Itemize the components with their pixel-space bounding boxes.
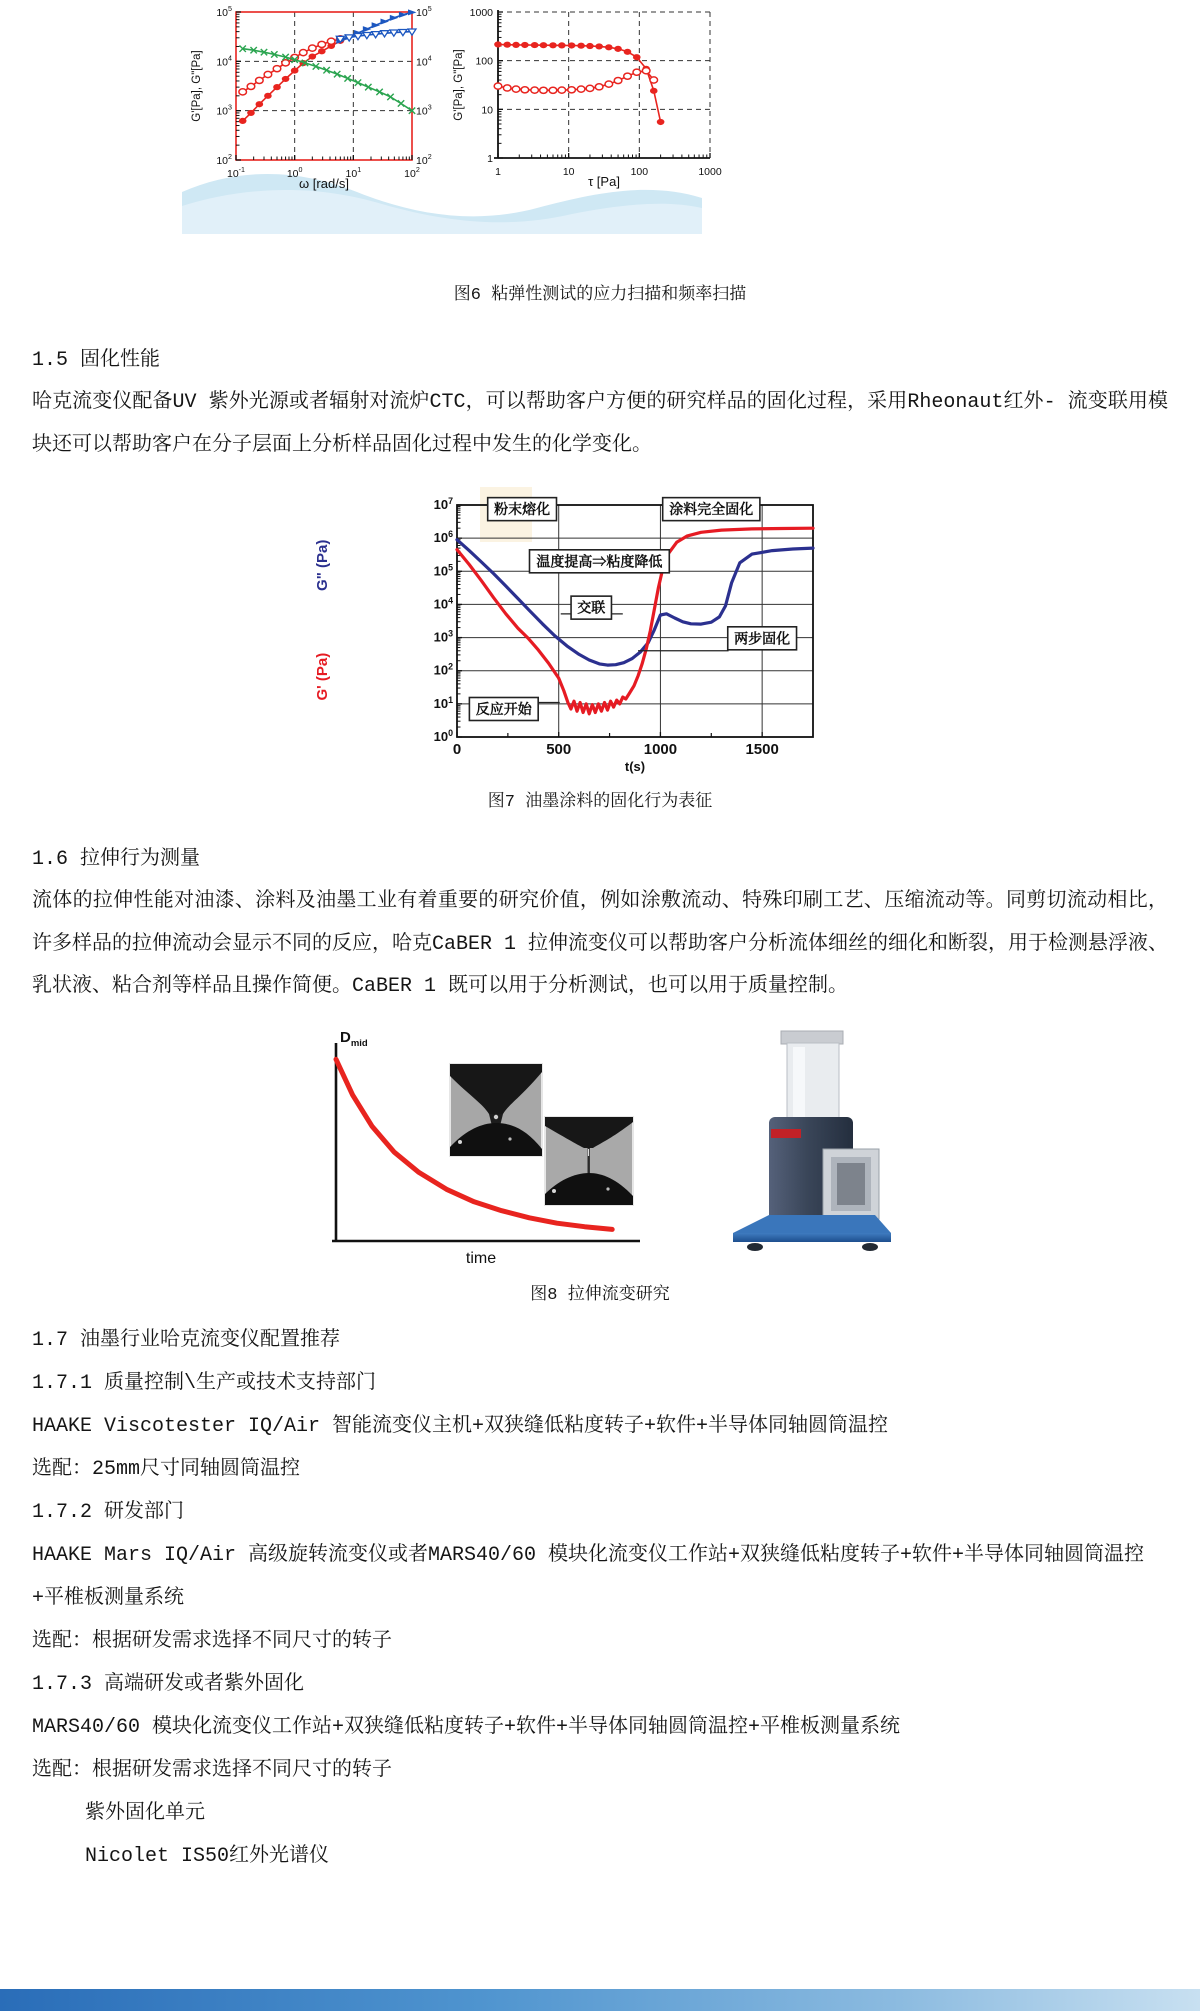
svg-text:100: $10^0$ bbox=[433, 728, 453, 744]
svg-text:涂料完全固化: 涂料完全固化 bbox=[669, 501, 754, 518]
svg-text:G'[Pa], G"[Pa]: G'[Pa], G"[Pa] bbox=[453, 49, 465, 121]
svg-text:两步固化: 两步固化 bbox=[734, 630, 791, 647]
figure6 bbox=[190, 0, 1168, 199]
config-line: MARS40/60 模块化流变仪工作站+双狭缝低粘度转子+软件+半导体同轴圆筒温控+平椎板测量系统 bbox=[32, 1715, 901, 1739]
svg-text:1000: 1000 bbox=[698, 166, 722, 178]
svg-text:10: 10 bbox=[481, 104, 493, 117]
svg-text:ω [rad/s]: ω [rad/s] bbox=[299, 176, 349, 191]
svg-text:1000: 1000 bbox=[643, 741, 678, 758]
config-line: 1.7.3 高端研发或者紫外固化 bbox=[32, 1672, 305, 1696]
svg-text:t(s): t(s) bbox=[624, 759, 646, 774]
decay-figure bbox=[300, 1029, 640, 1269]
svg-text:G' (Pa): G' (Pa) bbox=[314, 652, 331, 701]
svg-text:102: $10^2$ bbox=[433, 661, 453, 678]
svg-text:107: $10^7$ bbox=[433, 496, 453, 512]
svg-text:103: $10^3$ bbox=[416, 103, 432, 118]
svg-text:1500: 1500 bbox=[745, 741, 779, 758]
section-1-6-body: 流体的拉伸性能对油漆、涂料及油墨工业有着重要的研究价值，例如涂敷流动、特殊印刷工艺、压缩流动等。同剪切流动相比，许多样品的拉伸流动会显示不同的反应，哈克CaBER 1 拉伸流变仪可以帮助客户分析流体细丝的细化和断裂，用于检测悬浮液、乳状液、粘合剂等样品且操作简便。CaBER 1 既可以用于分析测试，也可以用于质量控制。 bbox=[32, 890, 1169, 998]
section-1-7-heading: 1.7 油墨行业哈克流变仪配置推荐 bbox=[32, 1328, 341, 1352]
config-line: 1.7.1 质量控制\生产或技术支持部门 bbox=[32, 1371, 377, 1395]
config-line: 1.7.2 研发部门 bbox=[32, 1500, 185, 1524]
svg-text:104: $10^4$ bbox=[433, 595, 453, 612]
frequency-sweep-chart bbox=[190, 0, 452, 199]
svg-text:反应开始: 反应开始 bbox=[475, 700, 532, 717]
svg-text:102: $10^2$ bbox=[216, 153, 232, 167]
svg-text:102: $10^2$ bbox=[416, 153, 432, 167]
filament-photo-early bbox=[450, 1064, 542, 1156]
svg-text:101: $10^1$ bbox=[433, 694, 453, 711]
svg-text:1: 1 bbox=[487, 153, 493, 165]
caber-instrument-photo bbox=[725, 1029, 900, 1264]
svg-text:104: $10^4$ bbox=[416, 54, 432, 69]
svg-text:105: $10^5$ bbox=[216, 5, 232, 19]
stress-sweep-chart bbox=[452, 0, 728, 197]
figure8-caption: 图8 拉伸流变研究 bbox=[530, 1285, 670, 1305]
section-1-5-heading: 1.5 固化性能 bbox=[32, 349, 161, 372]
section-1-5-body: 哈克流变仪配备UV 紫外光源或者辐射对流炉CTC，可以帮助客户方便的研究样品的固化过程，采用Rheonaut红外- 流变联用模块还可以帮助客户在分子层面上分析样品固化过程中发生的化学变化。 bbox=[32, 391, 1168, 457]
svg-text:104: $10^4$ bbox=[216, 54, 232, 69]
figure7-caption: 图7 油墨涂料的固化行为表征 bbox=[487, 793, 713, 812]
svg-text:温度提高⇒粘度降低: 温度提高⇒粘度降低 bbox=[536, 553, 663, 570]
section-1-6-heading: 1.6 拉伸行为测量 bbox=[32, 848, 201, 871]
svg-text:101: $10^1$ bbox=[345, 166, 362, 180]
svg-text:交联: 交联 bbox=[577, 599, 606, 616]
svg-text:100: $10^0$ bbox=[286, 166, 303, 180]
config-list bbox=[32, 1362, 1168, 1878]
filament-photo-late bbox=[545, 1117, 633, 1205]
config-line: 选配：根据研发需求选择不同尺寸的转子 bbox=[32, 1629, 392, 1653]
config-line: 选配：25mm尺寸同轴圆筒温控 bbox=[32, 1457, 301, 1481]
config-line: 紫外固化单元 bbox=[85, 1801, 205, 1825]
config-line: Nicolet IS50红外光谱仪 bbox=[85, 1844, 330, 1868]
svg-text:10-1: $10^{-1}$ bbox=[226, 166, 246, 180]
svg-text:τ [Pa]: τ [Pa] bbox=[588, 174, 620, 189]
config-line: 选配：根据研发需求选择不同尺寸的转子 bbox=[32, 1758, 392, 1782]
svg-text:105: $10^5$ bbox=[416, 5, 432, 19]
svg-text:100: 100 bbox=[475, 55, 493, 68]
svg-text:106: $10^6$ bbox=[433, 529, 453, 546]
svg-text:Dmid: $D_{mid}$ bbox=[340, 1028, 368, 1049]
svg-text:500: 500 bbox=[546, 741, 572, 758]
svg-text:100: 100 bbox=[630, 166, 649, 178]
svg-text:time: time bbox=[465, 1249, 497, 1267]
svg-text:G'[Pa], G"[Pa]: G'[Pa], G"[Pa] bbox=[191, 50, 203, 122]
svg-text:1000: 1000 bbox=[469, 7, 493, 19]
figure8 bbox=[300, 1029, 1168, 1269]
figure7 bbox=[305, 475, 1168, 782]
svg-text:103: $10^3$ bbox=[433, 628, 453, 645]
svg-text:103: $10^3$ bbox=[216, 103, 232, 118]
svg-text:0: 0 bbox=[452, 741, 462, 758]
svg-text:1: 1 bbox=[495, 166, 501, 178]
figure6-caption: 图6 粘弹性测试的应力扫描和频率扫描 bbox=[453, 286, 747, 305]
svg-text:10: 10 bbox=[562, 166, 575, 178]
config-line: HAAKE Mars IQ/Air 高级旋转流变仪或者MARS40/60 模块化流变仪工作站+双狭缝低粘度转子+软件+半导体同轴圆筒温控+平椎板测量系统 bbox=[32, 1543, 1145, 1610]
svg-text:粉末熔化: 粉末熔化 bbox=[494, 501, 551, 518]
bottom-decoration-band bbox=[0, 1989, 1200, 2011]
curing-chart bbox=[305, 475, 1168, 782]
filament-photos bbox=[300, 1029, 640, 1269]
svg-text:G" (Pa): G" (Pa) bbox=[314, 539, 331, 591]
config-line: HAAKE Viscotester IQ/Air 智能流变仪主机+双狭缝低粘度转子+软件+半导体同轴圆筒温控 bbox=[32, 1414, 889, 1438]
svg-text:102: $10^2$ bbox=[404, 166, 420, 180]
svg-text:105: $10^5$ bbox=[433, 562, 453, 579]
